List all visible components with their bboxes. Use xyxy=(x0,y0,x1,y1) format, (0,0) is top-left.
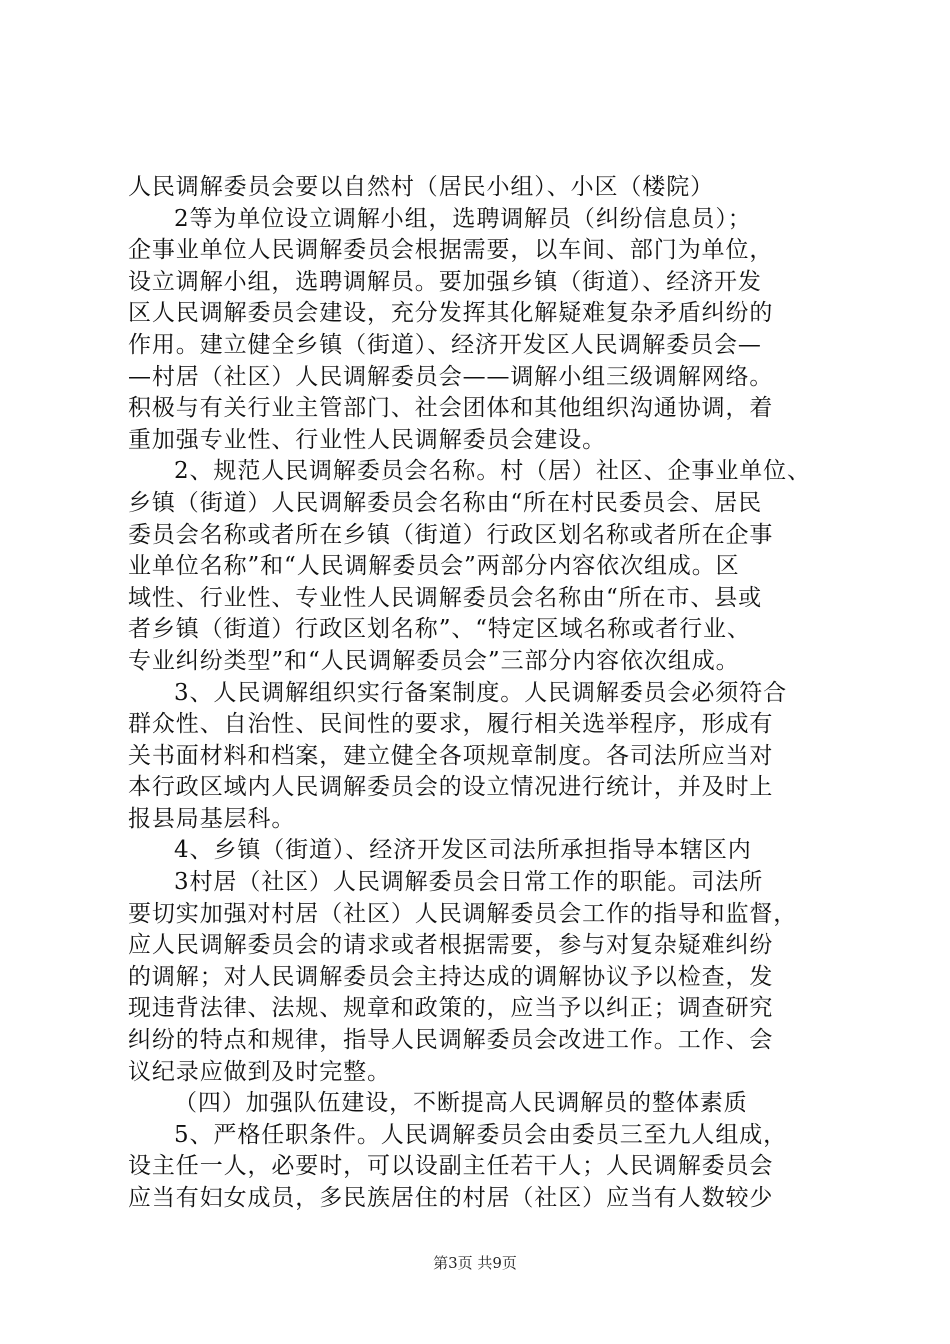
text-line: 区人民调解委员会建设，充分发挥其化解疑难复杂矛盾纠纷的 xyxy=(128,300,774,327)
text-line: 要切实加强对村居（社区）人民调解委员会工作的指导和监督， xyxy=(128,900,798,927)
text-line: 报县局基层科。 xyxy=(128,805,296,832)
text-line: 3村居（社区）人民调解委员会日常工作的职能。司法所 xyxy=(174,869,764,896)
text-line: —村居（社区）人民调解委员会——调解小组三级调解网络。 xyxy=(128,363,774,390)
text-line: 企事业单位人民调解委员会根据需要，以车间、部门为单位， xyxy=(128,237,774,264)
text-line: 人民调解委员会要以自然村（居民小组）、小区（楼院） xyxy=(128,174,714,200)
text-line: 2、规范人民调解委员会名称。村（居）社区、企事业单位、 xyxy=(174,458,811,485)
text-line: 重加强专业性、行业性人民调解委员会建设。 xyxy=(128,426,606,453)
text-line: 4、乡镇（街道）、经济开发区司法所承担指导本辖区内 xyxy=(174,837,752,864)
page-number-footer: 第3页 共9页 xyxy=(433,1254,517,1272)
text-line: 本行政区域内人民调解委员会的设立情况进行统计，并及时上 xyxy=(128,774,774,801)
text-line: 者乡镇（街道）行政区划名称”、“特定区域名称或者行业、 xyxy=(128,616,751,643)
text-line: 2等为单位设立调解小组，选聘调解员（纠纷信息员）； xyxy=(174,205,752,232)
text-line: 的调解；对人民调解委员会主持达成的调解协议予以检查，发 xyxy=(128,963,774,990)
text-line: 域性、行业性、专业性人民调解委员会名称由“所在市、县或 xyxy=(128,584,763,611)
text-line: 议纪录应做到及时完整。 xyxy=(128,1058,391,1085)
text-line: 应人民调解委员会的请求或者根据需要，参与对复杂疑难纠纷 xyxy=(128,932,774,959)
text-line: 作用。建立健全乡镇（街道）、经济开发区人民调解委员会— xyxy=(128,331,762,358)
text-line: 5、严格任职条件。人民调解委员会由委员三至九人组成， xyxy=(174,1121,788,1148)
text-line: 3、人民调解组织实行备案制度。人民调解委员会必须符合 xyxy=(174,679,788,706)
text-line: 乡镇（街道）人民调解委员会名称由“所在村民委员会、居民 xyxy=(128,489,763,516)
text-line: 积极与有关行业主管部门、社会团体和其他组织沟通协调，着 xyxy=(128,395,774,422)
text-line: 纠纷的特点和规律，指导人民调解委员会改进工作。工作、会 xyxy=(128,1027,774,1054)
text-line: 设立调解小组，选聘调解员。要加强乡镇（街道）、经济开发 xyxy=(128,268,762,295)
text-line: （四）加强队伍建设，不断提高人民调解员的整体素质 xyxy=(174,1090,748,1117)
text-line: 关书面材料和档案，建立健全各项规章制度。各司法所应当对 xyxy=(128,742,774,769)
text-line: 专业纠纷类型”和“人民调解委员会”三部分内容依次组成。 xyxy=(128,647,740,674)
text-line: 委员会名称或者所在乡镇（街道）行政区划名称或者所在企事 xyxy=(128,521,774,548)
text-line: 现违背法律、法规、规章和政策的，应当予以纠正；调查研究 xyxy=(128,995,774,1022)
text-line: 应当有妇女成员，多民族居住的村居（社区）应当有人数较少 xyxy=(128,1185,774,1211)
text-line: 群众性、自治性、民间性的要求，履行相关选举程序，形成有 xyxy=(128,711,774,738)
text-line: 设主任一人，必要时，可以设副主任若干人；人民调解委员会 xyxy=(128,1153,774,1180)
text-line: 业单位名称”和“人民调解委员会”两部分内容依次组成。区 xyxy=(128,553,740,580)
document-body xyxy=(128,172,840,1215)
